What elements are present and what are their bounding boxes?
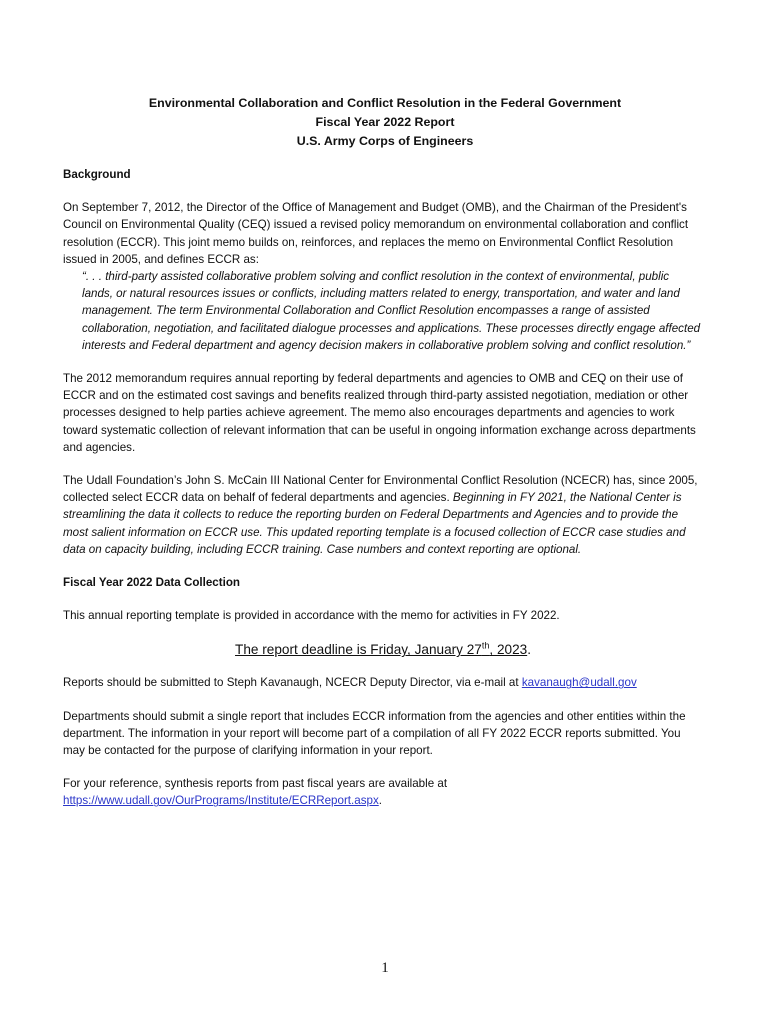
submission-email-link[interactable]: kavanaugh@udall.gov	[521, 676, 637, 690]
submission-text: Reports should be submitted to Steph Kavanaugh, NCECR Deputy Director, via e-mail at	[63, 676, 522, 690]
document-body	[63, 166, 703, 826]
deadline-period: .	[527, 642, 531, 658]
title-line-1: Environmental Collaboration and Conflict Resolution in the Federal Government	[148, 96, 622, 110]
deadline-date-text: The report deadline is Friday, January 27	[235, 642, 482, 658]
reference-paragraph	[63, 775, 703, 809]
ecr-report-link[interactable]: https://www.udall.gov/OurPrograms/Institute/ECRReport.aspx	[63, 794, 379, 808]
eccr-definition-quote: “. . . third-party assisted collaborative problem solving and conflict resolution in the context of environmental, public lands, or natural resources issues or conflicts, including matters related to energy, transportation, and water and land management. The term Environmental Collaboration and Conflict Resolution encompasses a range of assisted collaboration, negotiation, and facilitated dialogue processes and applications. These processes directly engage affected interests and Federal department and agency decision makers in collaborative problem solving and conflict resolution.”	[82, 270, 701, 352]
reference-period: .	[378, 794, 382, 808]
report-deadline	[63, 640, 703, 660]
background-paragraph-3-plain: The Udall Foundation’s John S. McCain III National Center for Environmental Conflict Resolution (NCECR) has, since 2005, collected select ECCR data on behalf of federal departments and agencies.	[63, 474, 698, 505]
page-number: 1	[381, 960, 389, 976]
background-heading: Background	[63, 168, 131, 181]
deadline-year: , 2023	[489, 642, 528, 658]
data-collection-paragraph: This annual reporting template is provided in accordance with the memo for activities in FY 2022.	[63, 609, 560, 623]
background-paragraph-3-italic: Beginning in FY 2021, the National Center is streamlining the data it collects to reduce the reporting burden on Federal Departments and Agencies and to provide the most salient information on ECCR use. This updated reporting template is a focused collection of ECCR case studies and data on capacity building, including ECCR training. Case numbers and context reporting are optional.	[63, 491, 686, 556]
background-paragraph-1: On September 7, 2012, the Director of the Office of Management and Budget (OMB), and the Chairman of the President's Council on Environmental Quality (CEQ) issued a revised policy memorandum on environmental collaboration and conflict resolution (ECCR). This joint memo builds on, reinforces, and replaces the memo on Environmental Conflict Resolution issued in 2005, and defines ECCR as:	[63, 201, 689, 266]
deadline-text	[235, 642, 527, 657]
title-line-3: U.S. Army Corps of Engineers	[296, 134, 474, 148]
background-paragraph-2: The 2012 memorandum requires annual reporting by federal departments and agencies to OMB and CEQ on their use of ECCR and on the estimated cost savings and benefits realized through third-party assisted negotiation, mediation or other processes designed to help parties achieve agreement. The memo also encourages departments and agencies to work toward systematic collection of relevant information that can be useful in ongoing information exchange across departments and agencies.	[63, 372, 696, 454]
submission-instructions	[63, 674, 703, 691]
data-collection-heading: Fiscal Year 2022 Data Collection	[63, 576, 241, 590]
deadline-ordinal: th	[481, 640, 490, 651]
title-line-2: Fiscal Year 2022 Report	[315, 115, 455, 129]
document-title	[0, 94, 770, 151]
background-paragraph-3	[63, 472, 703, 558]
reference-text: For your reference, synthesis reports from past fiscal years are available at	[63, 777, 448, 791]
departments-paragraph: Departments should submit a single report that includes ECCR information from the agencies and other entities within the department. The information in your report will become part of a compilation of all FY 2022 ECCR reports submitted. You may be contacted for the purpose of clarifying information in your report.	[63, 709, 686, 758]
